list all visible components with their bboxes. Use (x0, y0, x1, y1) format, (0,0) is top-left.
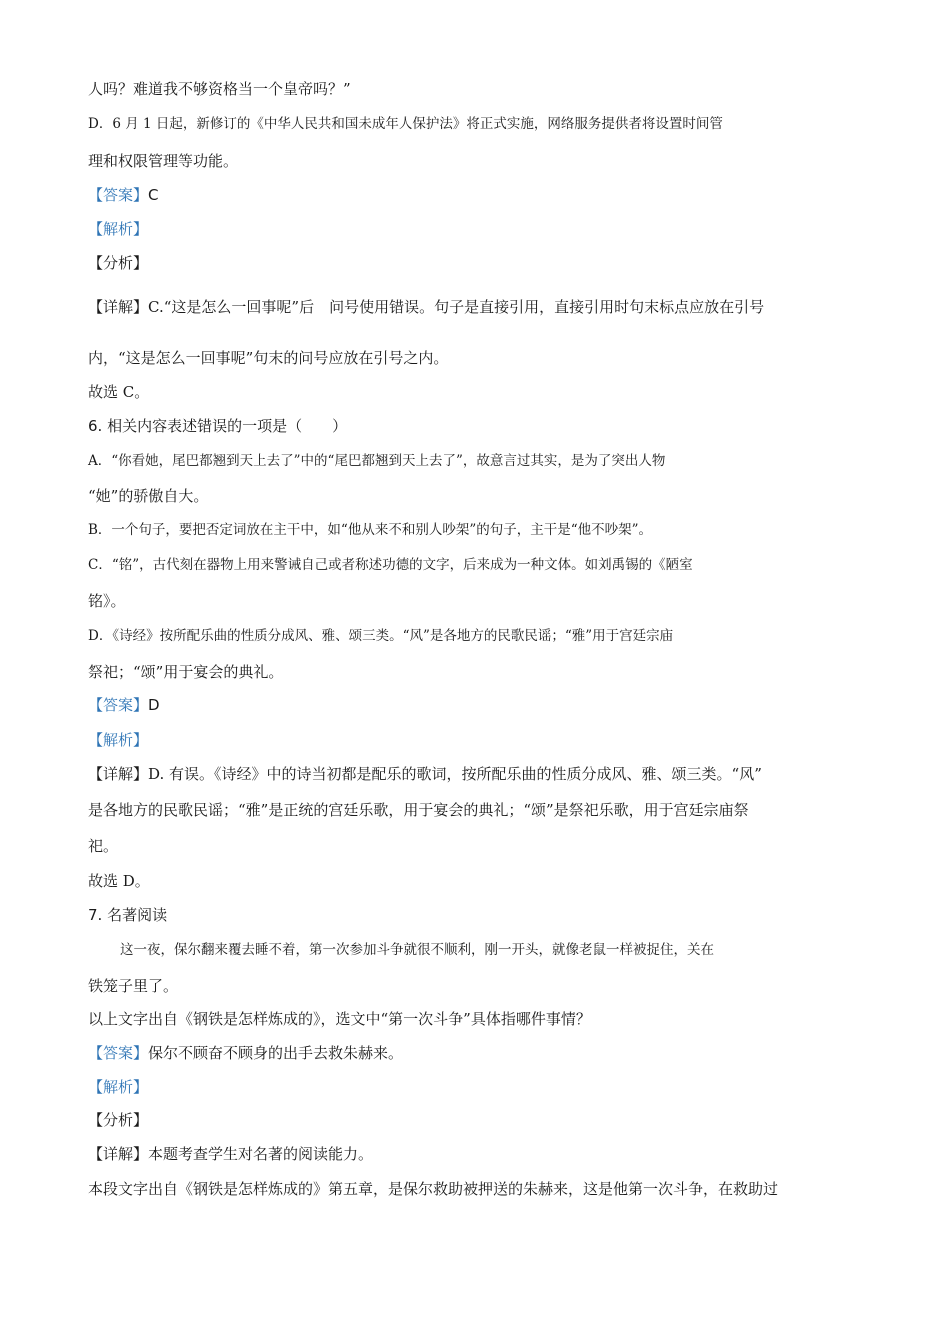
q7-detail-line1 (88, 1143, 868, 1165)
q7-title-line (88, 904, 868, 926)
q5-option-d-line1: D．6 月 1 日起，新修订的《中华人民共和国未成年人保护法》将正式实施，网络服务提供者将设置时间管 (88, 116, 723, 132)
q5-option-d-line2: 理和权限管理等功能。 (88, 152, 239, 170)
q7-passage-line2: 铁笼子里了。 (88, 977, 179, 995)
q7-answer-line (88, 1042, 868, 1064)
detail-tag: 【详解】 (88, 765, 149, 783)
q7-question: 以上文字出自《钢铁是怎样炼成的》，选文中“第一次斗争”具体指哪件事情？ (88, 1010, 591, 1028)
q7-passage-line1: 这一夜，保尔翻来覆去睡不着，第一次参加斗争就很不顺利，刚一开头，就像老鼠一样被捉住，关在 (120, 942, 714, 958)
q6-option-b: B．一个句子，要把否定词放在主干中，如“他从来不和别人吵架”的句子，主干是“他不吵架”。 (88, 522, 653, 538)
q6-stem: 相关内容表述错误的一项是（ ） (107, 417, 348, 435)
answer-tag: 【答案】 (88, 1044, 149, 1062)
q6-detail-line2: 是各地方的民歌民谣；“雅”是正统的宫廷乐歌，用于宴会的典礼；“颂”是祭祀乐歌，用于宫廷宗庙祭 (88, 801, 749, 819)
q6-answer-line (88, 694, 868, 716)
answer-tag: 【答案】 (88, 696, 149, 714)
detail-tag: 【详解】 (88, 1145, 149, 1163)
q6-detail-line1 (88, 763, 868, 785)
q6-stem-line (88, 415, 868, 437)
q5-conclusion: 故选 C。 (88, 383, 150, 401)
detail-text: D. 有误。《诗经》中的诗当初都是配乐的歌词，按所配乐曲的性质分成风、雅、颂三类。“风” (148, 765, 762, 783)
q7-fenxi-tag: 【分析】 (88, 1111, 149, 1129)
q6-conclusion: 故选 D。 (88, 872, 150, 890)
q6-option-d-line2: 祭祀；“颂”用于宴会的典礼。 (88, 663, 284, 681)
q6-option-c-line1: C．“铭”，古代刻在器物上用来警诫自己或者称述功德的文字，后来成为一种文体。如刘禹锡的《陋室 (88, 557, 693, 573)
q6-option-a-line2: “她”的骄傲自大。 (88, 487, 209, 505)
q6-option-d-line1: D．《诗经》按所配乐曲的性质分成风、雅、颂三类。“风”是各地方的民歌民谣；“雅”用于宫廷宗庙 (88, 628, 674, 644)
q7-number: 7. (88, 906, 103, 924)
answer-tag: 【答案】 (88, 186, 149, 204)
q5-answer-line (88, 184, 868, 206)
q7-detail-line2: 本段文字出自《钢铁是怎样炼成的》第五章，是保尔救助被押送的朱赫来，这是他第一次斗争，在救助过 (88, 1180, 779, 1198)
q5-fenxi-tag: 【分析】 (88, 254, 149, 272)
q6-analysis-tag: 【解析】 (88, 731, 149, 749)
q7-analysis-tag: 【解析】 (88, 1078, 149, 1096)
q5-analysis-tag: 【解析】 (88, 220, 149, 238)
answer-value: C (148, 186, 159, 204)
answer-value: D (148, 696, 160, 714)
q5-detail-line2: 内，“这是怎么一回事呢”句末的问号应放在引号之内。 (88, 349, 449, 367)
q7-title: 名著阅读 (107, 906, 168, 924)
q5-detail-line1 (88, 296, 868, 318)
q6-number: 6. (88, 417, 103, 435)
q6-option-c-line2: 铭》。 (88, 592, 126, 610)
q5-stem-end: 人吗？难道我不够资格当一个皇帝吗？” (88, 80, 351, 98)
answer-value: 保尔不顾奋不顾身的出手去救朱赫来。 (148, 1044, 404, 1062)
q6-detail-line3: 祀。 (88, 837, 119, 855)
detail-tag: 【详解】 (88, 298, 149, 316)
detail-text: C.“这是怎么一回事呢”后 问号使用错误。句子是直接引用，直接引用时句末标点应放在引号 (148, 298, 765, 316)
detail-text: 本题考查学生对名著的阅读能力。 (148, 1145, 374, 1163)
q6-option-a-line1: A．“你看她，尾巴都翘到天上去了”中的“尾巴都翘到天上去了”，故意言过其实，是为了突出人物 (88, 453, 666, 469)
